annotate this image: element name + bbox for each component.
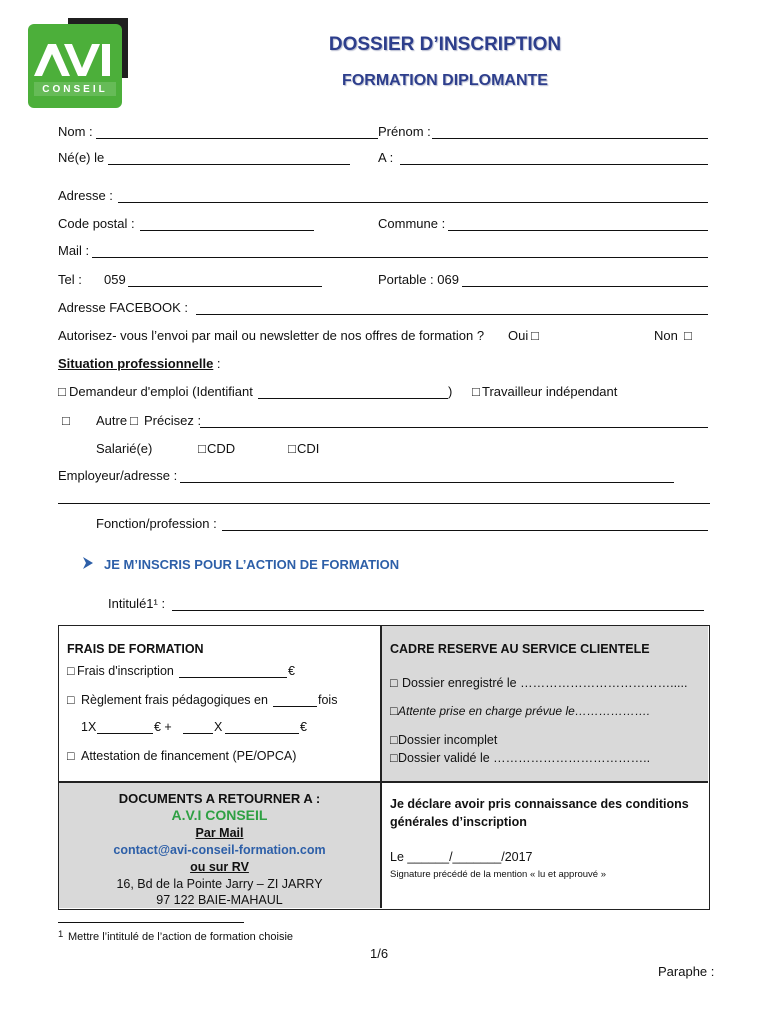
adresse-label: Adresse :: [58, 188, 113, 203]
footnote-number: 1: [58, 929, 64, 940]
frais-inscription-euro: €: [288, 664, 295, 678]
tel-field[interactable]: [128, 286, 322, 287]
frais-inscription-label: Frais d'inscription: [77, 664, 174, 678]
documents-address1: 16, Bd de la Pointe Jarry – ZI JARRY: [116, 877, 323, 891]
footnote-separator: [58, 922, 244, 923]
newsletter-non-label: Non: [654, 328, 678, 343]
nom-label: Nom :: [58, 124, 93, 139]
valide-label: Dossier validé le ………………………………..: [398, 751, 651, 765]
enregistre-checkbox[interactable]: □: [390, 676, 398, 690]
incomplet-checkbox[interactable]: □: [390, 733, 398, 747]
mail-label: Mail :: [58, 243, 90, 258]
documents-email[interactable]: contact@avi-conseil-formation.com: [113, 843, 326, 857]
fonction-field[interactable]: [222, 530, 708, 531]
declaration-date[interactable]: Le ______/_______/2017: [390, 850, 533, 864]
prenom-label: Prénom :: [378, 124, 431, 139]
documents-ou-sur-rv: ou sur RV: [190, 860, 249, 874]
intitule-field[interactable]: [172, 610, 704, 611]
action-arrow-icon: [82, 556, 94, 575]
fonction-label: Fonction/profession :: [96, 516, 217, 531]
reglement-fois-label: fois: [318, 693, 338, 707]
x-euro: €: [300, 720, 307, 734]
precisez-checkbox[interactable]: □: [130, 413, 138, 428]
attente-checkbox[interactable]: □: [390, 704, 398, 718]
commune-label: Commune :: [378, 216, 446, 231]
footnote-text: Mettre l’intitulé de l’action de formation choisie: [68, 931, 294, 943]
identifiant-paren: ): [448, 384, 453, 399]
valide-checkbox[interactable]: □: [390, 751, 398, 765]
documents-cell: [59, 783, 380, 908]
mail-field[interactable]: [92, 257, 708, 258]
tel-prefix: 059: [104, 272, 126, 287]
ix-label: 1X: [81, 720, 97, 734]
paraphe-label: Paraphe :: [658, 964, 715, 979]
plus-label: € +: [154, 720, 172, 734]
reglement-checkbox[interactable]: □: [67, 693, 75, 707]
cadre-title: CADRE RESERVE AU SERVICE CLIENTELE: [390, 642, 650, 656]
facebook-label: Adresse FACEBOOK :: [58, 300, 189, 315]
action-heading: JE M’INSCRIS POUR L’ACTION DE FORMATION: [104, 557, 400, 572]
newsletter-oui-checkbox[interactable]: □: [531, 328, 539, 343]
demandeur-checkbox[interactable]: □: [58, 384, 66, 399]
code-postal-label: Code postal :: [58, 216, 135, 231]
a-label: A :: [378, 150, 394, 165]
avi-conseil-logo: [28, 18, 128, 110]
tel-label: Tel :: [58, 272, 82, 287]
ne-le-label: Né(e) le: [58, 150, 105, 165]
facebook-field[interactable]: [196, 314, 708, 315]
identifiant-field[interactable]: [258, 398, 448, 399]
reglement-label: Règlement frais pédagogiques en: [81, 693, 268, 707]
form-table: [58, 625, 710, 910]
page-title: DOSSIER D’INSCRIPTION: [328, 34, 562, 55]
declaration-text2: générales d’inscription: [390, 815, 527, 829]
documents-title: DOCUMENTS A RETOURNER A :: [118, 791, 321, 806]
adresse-field[interactable]: [118, 202, 708, 203]
declaration-signature: Signature précédé de la mention « lu et approuvé »: [390, 869, 607, 880]
precisez-field[interactable]: [200, 427, 708, 428]
x-label: X: [214, 720, 223, 734]
salarie-label: Salarié(e): [96, 441, 153, 456]
cdi-label: CDI: [297, 441, 320, 456]
page-number: 1/6: [370, 946, 389, 961]
independant-checkbox[interactable]: □: [472, 384, 480, 399]
frais-inscription-checkbox[interactable]: □: [67, 664, 75, 678]
ne-le-field[interactable]: [108, 164, 350, 165]
frais-title: FRAIS DE FORMATION: [67, 642, 204, 656]
x-amount-field[interactable]: [225, 733, 299, 734]
attente-label: Attente prise en charge prévue le……………….: [398, 704, 651, 718]
precisez-label: Précisez :: [144, 413, 202, 428]
employeur-field-2[interactable]: [58, 503, 710, 504]
autre-label: Autre: [96, 413, 128, 428]
attestation-label: Attestation de financement (PE/OPCA): [81, 749, 297, 763]
enregistre-label: Dossier enregistré le ……………………………….....: [402, 676, 688, 690]
incomplet-label: Dossier incomplet: [398, 733, 498, 747]
portable-label: Portable : 069: [378, 272, 459, 287]
declaration-text1: Je déclare avoir pris connaissance des conditions: [390, 797, 689, 811]
employeur-label: Employeur/adresse :: [58, 468, 178, 483]
newsletter-oui-label: Oui: [508, 328, 529, 343]
intitule-label: Intitulé1¹ :: [108, 596, 166, 611]
ix-amount-field[interactable]: [97, 733, 153, 734]
employeur-field[interactable]: [180, 482, 674, 483]
documents-company: A.V.I CONSEIL: [171, 807, 268, 823]
commune-field[interactable]: [448, 230, 708, 231]
documents-par-mail: Par Mail: [195, 826, 244, 840]
reglement-fois-field[interactable]: [273, 706, 317, 707]
cdd-checkbox[interactable]: □: [198, 441, 206, 456]
cdi-checkbox[interactable]: □: [288, 441, 296, 456]
newsletter-non-checkbox[interactable]: □: [684, 328, 692, 343]
frais-cell: [59, 626, 380, 781]
frais-inscription-field[interactable]: [179, 677, 287, 678]
nom-field[interactable]: [96, 138, 378, 139]
logo-sub: CONSEIL: [42, 84, 108, 95]
independant-label: Travailleur indépendant: [482, 384, 618, 399]
code-postal-field[interactable]: [140, 230, 314, 231]
a-field[interactable]: [400, 164, 708, 165]
portable-field[interactable]: [462, 286, 708, 287]
cadre-cell: [382, 626, 708, 781]
cdd-label: CDD: [207, 441, 236, 456]
demandeur-label: Demandeur d'emploi (Identifiant: [69, 384, 253, 399]
declaration-cell: [382, 783, 708, 908]
prenom-field[interactable]: [432, 138, 708, 139]
documents-address2: 97 122 BAIE-MAHAUL: [156, 893, 283, 907]
newsletter-question: Autorisez- vous l’envoi par mail ou newsletter de nos offres de formation ?: [58, 328, 485, 343]
page-subtitle: FORMATION DIPLOMANTE: [342, 72, 548, 89]
situation-title: Situation professionnelle :: [58, 356, 221, 371]
autre-checkbox[interactable]: □: [62, 413, 70, 428]
attestation-checkbox[interactable]: □: [67, 749, 75, 763]
x-count-field[interactable]: [183, 733, 213, 734]
